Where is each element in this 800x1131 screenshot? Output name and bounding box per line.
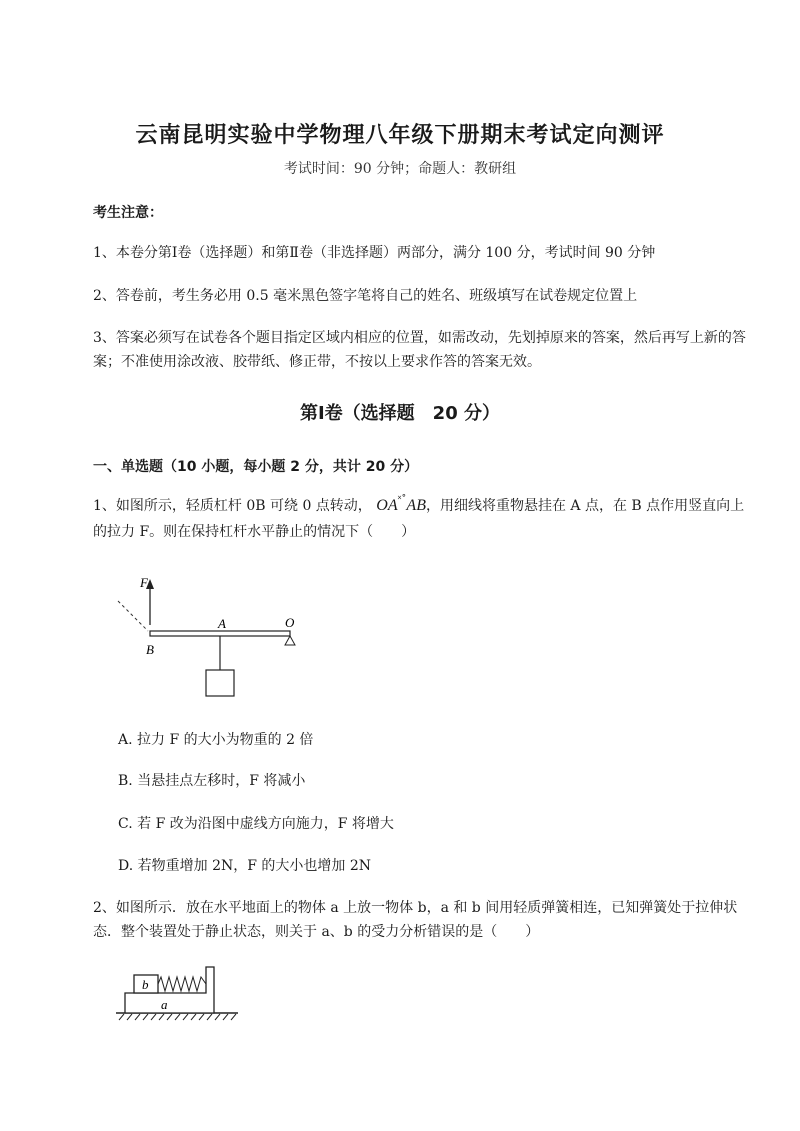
note-item-3: 3、答案必须写在试卷各个题目指定区域内相应的位置，如需改动，先划掉原来的答案，然后再写上新的答案；不准使用涂改液、胶带纸、修正带，不按以上要求作答的答案无效。 — [93, 330, 746, 370]
dashed-direction-line — [118, 601, 148, 631]
label-a: A — [218, 616, 226, 631]
ground-hatching — [119, 1014, 236, 1020]
page-title: 云南昆明实验中学物理八年级下册期末考试定向测评 — [135, 123, 665, 148]
formula-ab: AB — [406, 497, 426, 514]
weight-block — [206, 670, 234, 696]
pivot-triangle — [285, 636, 295, 645]
q1-option-d: D. 若物重增加 2N，F 的大小也增加 2N — [118, 858, 372, 874]
spring-figure — [113, 960, 243, 1024]
note-item-2: 2、答卷前，考生务必用 0.5 毫米黑色签字笔将自己的姓名、班级填写在试卷规定位置上 — [93, 288, 638, 304]
formula-mark: ˟˚ — [397, 495, 407, 506]
label-a-block: a — [161, 997, 168, 1012]
question-1-text-before: 1、如图所示，轻质杠杆 0B 可绕 0 点转动， — [93, 498, 372, 514]
spring — [158, 977, 206, 991]
lever-bar — [150, 631, 290, 636]
label-f: F — [140, 575, 148, 590]
question-1-text-after: ，用细线将重物悬挂在 A 点，在 B 点作用竖直向上的拉力 F。则在保持杠杆水平静止的情况下（ ） — [93, 498, 745, 540]
label-b-block: b — [142, 977, 149, 992]
page-subtitle: 考试时间：90 分钟；命题人：教研组 — [283, 161, 517, 177]
formula-oa: OA — [376, 497, 398, 514]
q1-option-b: B. 当悬挂点左移时，F 将减小 — [118, 773, 306, 789]
label-o: O — [285, 615, 295, 630]
q1-option-a: A. 拉力 F 的大小为物重的 2 倍 — [118, 732, 314, 748]
section-title: 第Ⅰ卷（选择题 20 分） — [299, 403, 500, 424]
q1-option-c: C. 若 F 改为沿图中虚线方向施力，F 将增大 — [118, 816, 394, 832]
lever-figure — [110, 575, 310, 700]
question-2-text: 2、如图所示．放在水平地面上的物体 a 上放一物体 b，a 和 b 间用轻质弹簧相连，已知弹簧处于拉伸状态．整个装置处于静止状态，则关于 a、b 的受力分析错误的是（ ） — [93, 900, 738, 940]
question-1-text — [93, 494, 753, 544]
label-b: B — [146, 642, 154, 657]
part-title: 一、单选题（10 小题，每小题 2 分，共计 20 分） — [93, 459, 419, 475]
note-item-1: 1、本卷分第Ⅰ卷（选择题）和第Ⅱ卷（非选择题）两部分，满分 100 分，考试时间 90 分钟 — [93, 245, 656, 261]
notes-title: 考生注意： — [93, 205, 163, 221]
